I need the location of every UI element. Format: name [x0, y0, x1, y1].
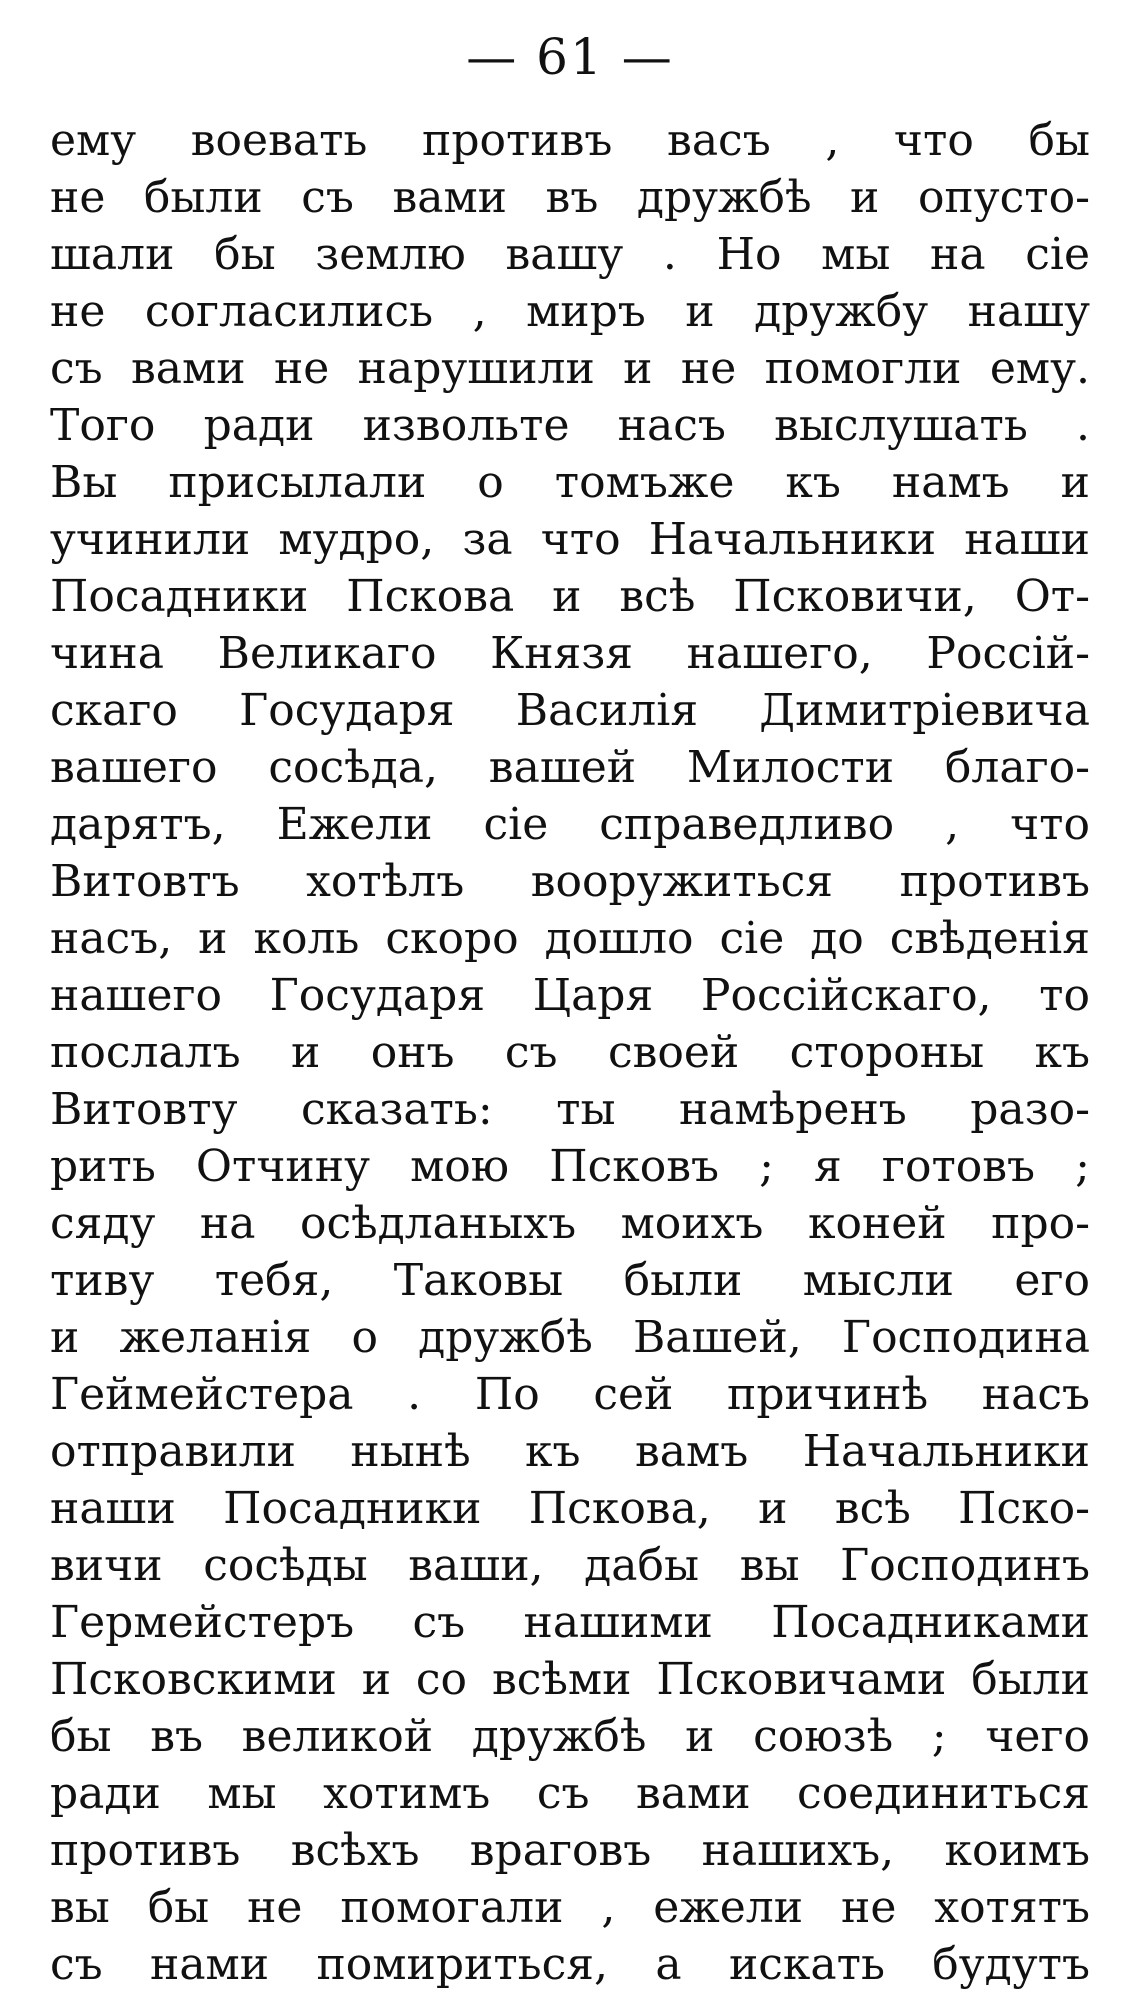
text-line: скаго Государя Василія Димитріевича — [50, 685, 1090, 736]
text-line: сяду на осѣдланыхъ моихъ коней про- — [50, 1198, 1090, 1249]
text-line: Того ради извольте насъ выслушать . — [50, 400, 1090, 451]
text-line: ради мы хотимъ съ вами соединиться — [50, 1768, 1090, 1819]
text-line: съ вами не нарушили и не помогли ему. — [50, 343, 1090, 394]
text-line: ему воевать противъ васъ , что бы — [50, 115, 1090, 166]
text-line: вашего сосѣда, вашей Милости благо- — [50, 742, 1090, 793]
text-line: наши Посадники Пскова, и всѣ Пско- — [50, 1483, 1090, 1534]
text-line: послалъ и онъ съ своей стороны къ — [50, 1027, 1090, 1078]
text-line: Гермейстеръ съ нашими Посадниками — [50, 1597, 1090, 1648]
text-line: съ нами помириться, а искать будутъ — [50, 1939, 1090, 1990]
text-line: вы бы не помогали , ежели не хотятъ — [50, 1882, 1090, 1933]
text-line: рить Отчину мою Псковъ ; я готовъ ; — [50, 1141, 1090, 1192]
text-line: противъ всѣхъ враговъ нашихъ, коимъ — [50, 1825, 1090, 1876]
text-line: Витовту сказать: ты намѣренъ разо- — [50, 1084, 1090, 1135]
text-line: учинили мудро, за что Начальники наши — [50, 514, 1090, 565]
text-line: и желанія о дружбѣ Вашей, Господина — [50, 1312, 1090, 1363]
text-line: нашего Государя Царя Россійскаго, то — [50, 970, 1090, 1021]
text-line: шали бы землю вашу . Но мы на сіе — [50, 229, 1090, 280]
text-line: Геймейстера . По сей причинѣ насъ — [50, 1369, 1090, 1420]
text-line: насъ, и коль скоро дошло сіе до свѣденія — [50, 913, 1090, 964]
text-line: Витовтъ хотѣлъ вооружиться противъ — [50, 856, 1090, 907]
text-line: Посадники Пскова и всѣ Псковичи, От- — [50, 571, 1090, 622]
text-line: вичи сосѣды ваши, дабы вы Господинъ — [50, 1540, 1090, 1591]
text-line: дарятъ, Ежели сіе справедливо , что — [50, 799, 1090, 850]
text-line: Вы присылали о томъже къ намъ и — [50, 457, 1090, 508]
text-line: не были съ вами въ дружбѣ и опусто- — [50, 172, 1090, 223]
text-line: бы въ великой дружбѣ и союзѣ ; чего — [50, 1711, 1090, 1762]
text-line: отправили нынѣ къ вамъ Начальники — [50, 1426, 1090, 1477]
text-line: не согласились , миръ и дружбу нашу — [50, 286, 1090, 337]
body-text — [50, 112, 1090, 1993]
text-line: чина Великаго Князя нашего, Россій- — [50, 628, 1090, 679]
text-line: Псковскими и со всѣми Псковичами были — [50, 1654, 1090, 1705]
text-line: тиву тебя, Таковы были мысли его — [50, 1255, 1090, 1306]
page-number: — 61 — — [466, 28, 674, 86]
